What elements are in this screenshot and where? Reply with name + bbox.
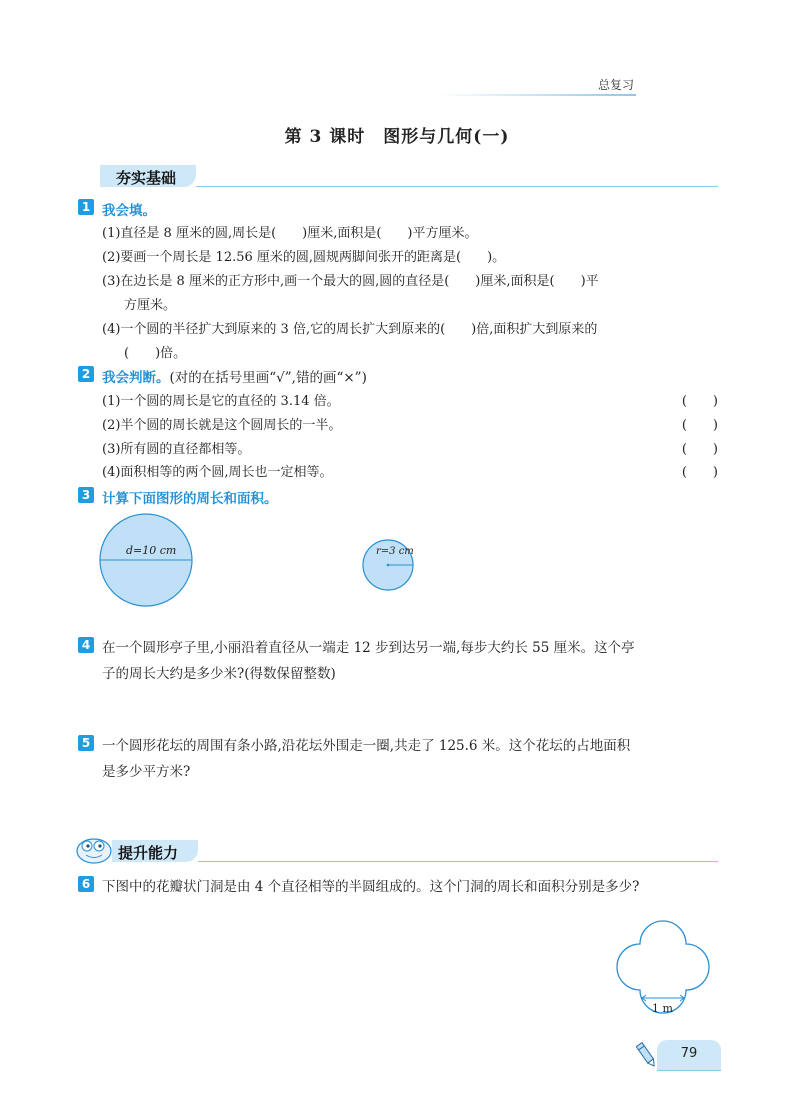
page-title: 第 3 课时 图形与几何(一) <box>284 127 510 147</box>
question-number-6: 6 <box>78 876 94 892</box>
circle-2-label: r=3 cm <box>376 546 414 557</box>
answer-paren[interactable]: ( ) <box>681 442 718 457</box>
question-number-4: 4 <box>78 637 94 653</box>
q6-text: 下图中的花瓣状门洞是由 4 个直径相等的半圆组成的。这个门洞的周长和面积分别是多少? <box>102 879 640 895</box>
q1-item: (1)直径是 8 厘米的圆,周长是( )厘米,面积是( )平方厘米。 <box>102 226 478 241</box>
page-number-underline <box>657 1070 721 1071</box>
question-2-note: (对的在括号里画“√”,错的画“×”) <box>169 370 367 386</box>
section-banner-advanced <box>112 840 718 862</box>
question-2-title: 我会判断。 <box>102 370 170 386</box>
question-3-heading: 计算下面图形的周长和面积。 <box>102 491 278 507</box>
section-banner-basic <box>100 165 718 187</box>
page-number: 79 <box>680 1046 698 1061</box>
q4-line: 在一个圆形亭子里,小丽沿着直径从一端走 12 步到达另一端,每步大约长 55 厘米。这个亭 <box>102 640 635 656</box>
q1-item: (4)一个圆的半径扩大到原来的 3 倍,它的周长扩大到原来的( )倍,面积扩大到原来的 <box>102 322 598 337</box>
header-divider <box>440 94 636 96</box>
question-2-heading <box>102 366 367 386</box>
q5-line: 一个圆形花坛的周围有条小路,沿花坛外围走一圈,共走了 125.6 米。这个花坛的占地面积 <box>102 738 631 754</box>
answer-paren[interactable]: ( ) <box>681 418 718 433</box>
pencil-icon <box>636 1040 658 1070</box>
q4-line: 子的周长大约是多少米?(得数保留整数) <box>102 666 336 682</box>
q2-item: (4)面积相等的两个圆,周长也一定相等。 <box>102 465 333 480</box>
q1-item: (3)在边长是 8 厘米的正方形中,画一个最大的圆,圆的直径是( )厘米,面积是( )平 <box>102 274 599 289</box>
q1-item-cont: 方厘米。 <box>124 298 177 313</box>
answer-paren[interactable]: ( ) <box>681 465 718 480</box>
figure-dimension-label: 1 m <box>652 1002 673 1015</box>
cartoon-mascot-icon <box>74 833 114 865</box>
answer-paren[interactable]: ( ) <box>681 394 718 409</box>
q2-item: (2)半个圆的周长就是这个圆周长的一半。 <box>102 418 342 433</box>
question-number-1: 1 <box>78 199 94 215</box>
q2-item: (3)所有圆的直径都相等。 <box>102 442 251 457</box>
section-title-basic: 夯实基础 <box>116 169 177 187</box>
circle-1-label: d=10 cm <box>126 544 177 557</box>
question-number-3: 3 <box>78 487 94 503</box>
section-title-advanced: 提升能力 <box>118 844 179 862</box>
circle-diameter-figure <box>96 510 196 610</box>
q1-item-cont: ( )倍。 <box>124 346 187 361</box>
q2-item: (1)一个圆的周长是它的直径的 3.14 倍。 <box>102 394 340 409</box>
running-header: 总复习 <box>597 78 634 92</box>
q5-line: 是多少平方米? <box>102 764 191 780</box>
question-1-heading: 我会填。 <box>102 203 156 219</box>
q1-item: (2)要画一个周长是 12.56 厘米的圆,圆规两脚间张开的距离是( )。 <box>102 250 506 265</box>
question-number-2: 2 <box>78 366 94 382</box>
question-number-5: 5 <box>78 735 94 751</box>
